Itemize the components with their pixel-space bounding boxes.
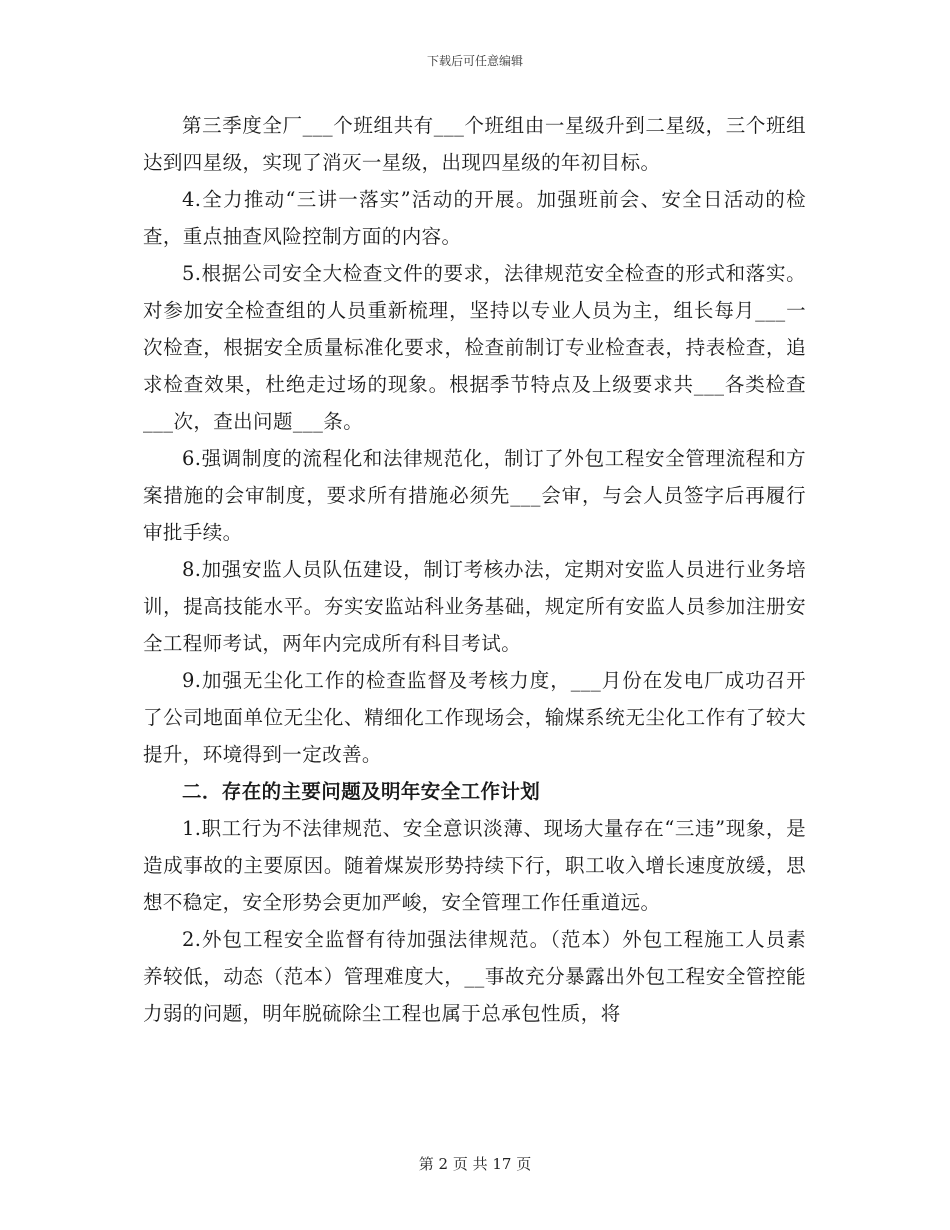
paragraph-item-5: 5.根据公司安全大检查文件的要求，法律规范安全检查的形式和落实。对参加安全检查组的人员重新梳理，坚持以专业人员为主，组长每月___一次检查，根据安全质量标准化要求，检查前制订专业检查表，持表检查，追求检查效果，杜绝走过场的现象。根据季节特点及上级要求共___各类检查___次，查出问题___条。 xyxy=(143,262,806,433)
paragraph-item-9: 9.加强无尘化工作的检查监督及考核力度，___月份在发电厂成功召开了公司地面单位无尘化、精细化工作现场会，输煤系统无尘化工作有了较大提升，环境得到一定改善。 xyxy=(143,669,806,766)
document-body xyxy=(143,107,806,1032)
paragraph-item-4: 4.全力推动“三讲一落实”活动的开展。加强班前会、安全日活动的检查，重点抽查风险控制方面的内容。 xyxy=(143,188,806,248)
page-header: 下载后可任意编辑 xyxy=(426,54,523,68)
paragraph-issue-1: 1.职工行为不法律规范、安全意识淡薄、现场大量存在“三违”现象，是造成事故的主要原因。随着煤炭形势持续下行，职工收入增长速度放缓，思想不稳定，安全形势会更加严峻，安全管理工作任重道远。 xyxy=(143,817,806,914)
paragraph-item-6: 6.强调制度的流程化和法律规范化，制订了外包工程安全管理流程和方案措施的会审制度，要求所有措施必须先___会审，与会人员签字后再履行审批手续。 xyxy=(143,447,806,544)
paragraph-item-8: 8.加强安监人员队伍建设，制订考核办法，定期对安监人员进行业务培训，提高技能水平。夯实安监站科业务基础，规定所有安监人员参加注册安全工程师考试，两年内完成所有科目考试。 xyxy=(143,558,806,655)
paragraph-star-level: 第三季度全厂___个班组共有___个班组由一星级升到二星级，三个班组达到四星级，实现了消灭一星级，出现四星级的年初目标。 xyxy=(143,114,806,174)
paragraph-issue-2: 2.外包工程安全监督有待加强法律规范。（范本）外包工程施工人员素养较低，动态（范本）管理难度大，__事故充分暴露出外包工程安全管控能力弱的问题，明年脱硫除尘工程也属于总承包性质，将 xyxy=(143,928,806,1025)
page-number: 第 2 页 共 17 页 xyxy=(418,1155,532,1173)
section-heading: 二．存在的主要问题及明年安全工作计划 xyxy=(182,780,541,803)
